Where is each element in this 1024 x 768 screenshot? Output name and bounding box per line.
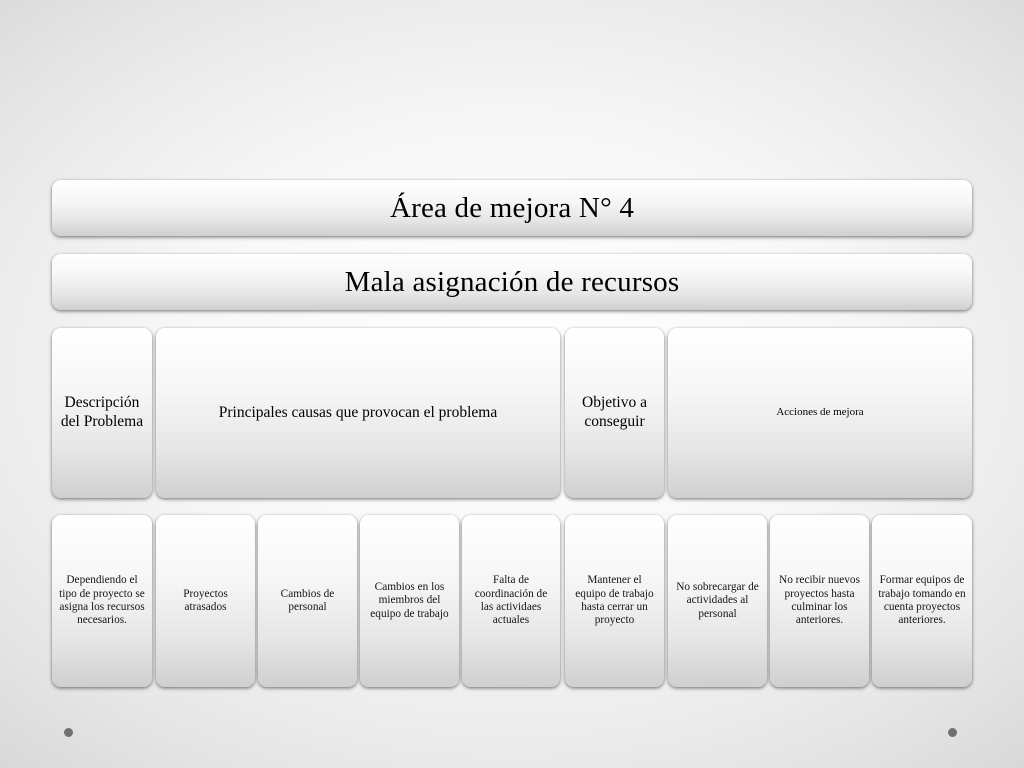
cell-cause-3 [360, 515, 459, 687]
cell-action-3 [872, 515, 972, 687]
header-causes [156, 328, 560, 498]
cell-cause-text: Cambios en los miembros del equipo de trabajo [370, 581, 449, 620]
header-description-text: Descripción del Problema [60, 394, 144, 430]
cell-action-text: No sobrecargar de actividades al personal [676, 581, 759, 620]
header-description [52, 328, 152, 498]
cell-action-text: Formar equipos de trabajo tomando en cuenta proyectos anteriores. [878, 574, 966, 627]
slide-subtitle-text: Mala asignación de recursos [344, 265, 680, 298]
bullet-dot-left-icon [64, 728, 73, 737]
slide-title [52, 180, 972, 236]
cell-action-2 [770, 515, 869, 687]
header-objective-text: Objetivo a conseguir [582, 394, 647, 430]
cell-cause-1 [156, 515, 255, 687]
cell-cause-text: Proyectos atrasados [183, 587, 228, 613]
cell-cause-text: Falta de coordinación de las actividaes actuales [474, 574, 548, 627]
cell-description-text: Dependiendo el tipo de proyecto se asigna los recursos necesarios. [59, 574, 145, 627]
cell-cause-2 [258, 515, 357, 687]
cell-cause-text: Cambios de personal [280, 587, 335, 613]
bullet-dot-right-icon [948, 728, 957, 737]
cell-description [52, 515, 152, 687]
cell-objective-text: Mantener el equipo de trabajo hasta cerrar un proyecto [575, 574, 654, 627]
header-objective [565, 328, 664, 498]
cell-action-1 [668, 515, 767, 687]
header-actions [668, 328, 972, 498]
cell-action-text: No recibir nuevos proyectos hasta culminar los anteriores. [779, 574, 860, 627]
cell-objective [565, 515, 664, 687]
slide-title-text: Área de mejora N° 4 [389, 191, 635, 224]
header-causes-text: Principales causas que provocan el problema [218, 403, 498, 421]
slide-subtitle [52, 254, 972, 310]
header-actions-text: Acciones de mejora [776, 406, 864, 419]
cell-cause-4 [462, 515, 560, 687]
